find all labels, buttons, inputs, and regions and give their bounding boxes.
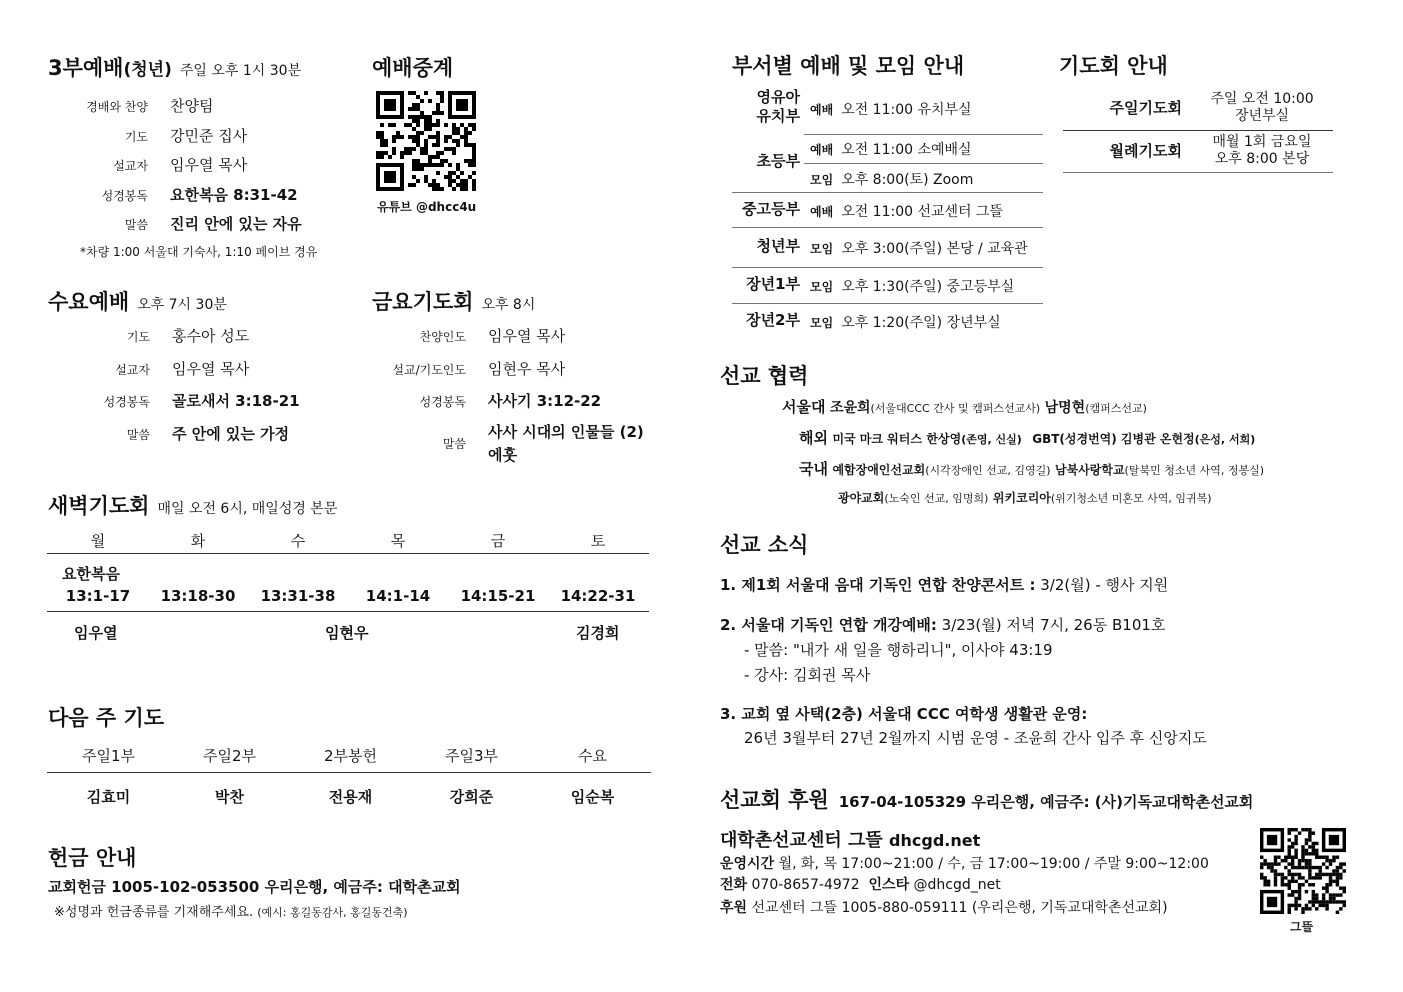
schedule-text: 오전 11:00 선교센터 그뜰 [841, 204, 1004, 220]
row-label: 경배와 찬양 [86, 100, 148, 114]
row-label: 설교/기도인도 [392, 362, 466, 377]
schedule-tag: 모임 [810, 316, 834, 330]
next-prayer-name: 강희준 [449, 788, 494, 806]
dawn-time: 매일 오전 6시, 매일성경 본문 [157, 501, 338, 517]
row-label: 성경봉독 [419, 395, 466, 409]
dept-jang2: 장년2부 [746, 311, 800, 329]
dawn-title-text: 새벽기도회 [48, 494, 150, 518]
row-value: 임우열 목사 [172, 359, 250, 378]
row-label: 말씀 [126, 427, 150, 442]
dawn-days-row [48, 530, 648, 551]
mission-news-3: 3. 교회 옆 사택(2층) 서울대 CCC 여학생 생활관 운영: [720, 705, 1088, 723]
dawn-passage: 14:1-14 [365, 587, 431, 605]
center-title [720, 826, 980, 852]
prayer-monthly-line2: 오후 8:00 본당 [1214, 151, 1310, 167]
row-label: 설교자 [113, 159, 148, 173]
center-label: 인스타 [868, 877, 910, 893]
mission-coop-abroad [799, 427, 1255, 448]
missionary-desc: (은성, 서희) [1194, 433, 1256, 446]
dawn-book: 요한복음 [62, 565, 120, 583]
next-prayer-header: 주일3부 [444, 747, 498, 765]
prayer-sunday-line1: 주일 오전 10:00 [1210, 91, 1314, 107]
friday-time: 오후 8시 [481, 297, 536, 313]
mission-news-2 [720, 614, 1165, 635]
dawn-day: 월 [90, 532, 106, 550]
missionary-name: 위키코리아 [992, 491, 1051, 505]
schedule-text: 오전 11:00 유치부실 [841, 102, 972, 118]
dawn-day: 토 [590, 532, 606, 550]
dawn-passage: 13:18-30 [160, 587, 236, 605]
divider [47, 553, 649, 554]
missionary-name: GBT(성경번역) 김병관 온현정 [1032, 432, 1195, 446]
row-label: 기도 [124, 129, 148, 144]
center-text: 070-8657-4972 [751, 877, 860, 893]
divider [47, 772, 651, 773]
row-value: 주 안에 있는 가정 [172, 424, 290, 443]
news-text: 3/23(월) 저녁 7시, 26동 B101호 [936, 616, 1166, 634]
qr-code-icon [376, 91, 476, 191]
missionary-desc: 미국 마크 워터스 [832, 432, 922, 446]
dawn-day: 화 [190, 532, 206, 550]
worship3-time: 주일 오후 1시 30분 [179, 63, 302, 79]
divider [1063, 172, 1333, 173]
missionary-name: 남북사랑학교 [1054, 463, 1125, 477]
dept-chodeung: 초등부 [756, 152, 800, 170]
dawn-title [48, 490, 337, 520]
prayer-sunday-info [1194, 91, 1330, 125]
row-value: 임우열 목사 [488, 327, 566, 345]
dept-cheong-schedule [810, 238, 1028, 258]
dawn-passage: 13:1-17 [65, 587, 131, 605]
offering-note-text: ※성명과 헌금종류를 기재해주세요. [54, 905, 254, 920]
dept-chodeung-schedule-2 [810, 169, 973, 189]
offering-example: (예시: 홍길동감사, 홍길동건축) [257, 906, 408, 919]
divider [804, 163, 1043, 164]
schedule-tag: 예배 [810, 103, 834, 117]
prayer-sunday-line2: 장년부실 [1234, 108, 1290, 124]
mission-coop-seoul [782, 396, 1147, 417]
mission-coop-domestic [799, 458, 1264, 479]
dawn-day: 목 [390, 532, 406, 550]
missionary-desc: (위기청소년 미혼모 사역, 임귀복) [1050, 492, 1212, 505]
divider [732, 303, 1043, 304]
row-value: 임현우 목사 [488, 359, 566, 378]
next-prayer-name: 임순복 [570, 788, 615, 806]
friday-sermon-label: 말씀 [442, 437, 466, 451]
mission-news-2-sub2: - 강사: 김회권 목사 [744, 666, 871, 684]
dawn-passage: 14:15-21 [460, 587, 536, 605]
dept-chodeung-schedule-1 [810, 139, 972, 159]
next-prayer-name: 전용재 [328, 788, 373, 806]
news-text: 3/2(월) - 행사 지원 [1035, 576, 1169, 594]
dawn-day: 수 [290, 532, 306, 550]
mission-coop-title: 선교 협력 [720, 364, 809, 388]
missionary-desc: (시각장애인 선교, 김영길) [925, 464, 1051, 477]
row-value: 요한복음 8:31-42 [170, 185, 298, 204]
departments-title: 부서별 예배 및 모임 안내 [732, 54, 965, 78]
mission-news-3-sub1: 26년 3월부터 27년 2월까지 시범 운영 - 조윤희 간사 입주 후 신앙지도 [744, 729, 1207, 747]
missionary-desc: (서울대CCC 간사 및 캠퍼스선교사) [870, 402, 1041, 415]
center-label: 전화 [720, 877, 748, 893]
mission-news-title: 선교 소식 [720, 533, 809, 557]
news-heading: 1. 제1회 서울대 음대 기독인 연합 찬양콘서트 : [720, 576, 1036, 594]
mission-coop-extra [838, 489, 1212, 506]
center-contacts [720, 874, 1001, 894]
schedule-text: 오전 11:00 소예배실 [841, 142, 972, 158]
offering-account: 교회헌금 1005-102-053500 우리은행, 예금주: 대학촌교회 [48, 878, 461, 896]
mission-coop-label: 해외 [799, 429, 828, 447]
missionary-desc: (캠퍼스선교) [1085, 402, 1147, 415]
next-prayer-names [48, 786, 653, 807]
prayer-monthly-info [1194, 134, 1330, 168]
dept-youngyua [732, 88, 800, 126]
dept-jang2-schedule [810, 312, 1001, 332]
next-prayer-header: 주일1부 [81, 747, 135, 765]
row-label: 기도 [126, 330, 150, 344]
qr-code-icon [1260, 828, 1346, 914]
dept-name: 영유아 [756, 88, 800, 106]
divider [732, 267, 1043, 268]
broadcast-caption: 유튜브 @dhcc4u [377, 200, 477, 214]
dept-junggo-schedule [810, 201, 1003, 221]
schedule-tag: 모임 [810, 280, 834, 294]
next-prayer-title: 다음 주 기도 [48, 706, 165, 730]
support-title-text: 선교회 후원 [720, 788, 829, 812]
row-value: 홍수아 성도 [172, 327, 250, 345]
schedule-text: 오후 1:30(주일) 중고등부실 [841, 279, 1015, 295]
schedule-tag: 예배 [810, 143, 834, 157]
schedule-text: 오후 1:20(주일) 장년부실 [841, 315, 1001, 331]
missionary-name: 조윤희 [829, 400, 871, 416]
friday-title-text: 금요기도회 [372, 290, 474, 314]
schedule-tag: 모임 [810, 173, 834, 187]
prayer-monthly-line1: 매월 1회 금요일 [1212, 134, 1312, 150]
next-prayer-name: 김효미 [86, 788, 131, 806]
divider [732, 227, 1043, 228]
wednesday-title [48, 286, 227, 316]
offering-title: 헌금 안내 [48, 846, 137, 870]
mission-news-1 [720, 574, 1168, 595]
friday-sermon-line1: 사사 시대의 인물들 (2) [488, 423, 644, 441]
dept-name: 유치부 [756, 107, 800, 125]
dawn-passage: 13:31-38 [260, 587, 336, 605]
wednesday-title-text: 수요예배 [48, 290, 130, 314]
next-prayer-headers [48, 745, 653, 766]
row-label: 찬양인도 [419, 330, 466, 344]
center-name: 대학촌선교센터 그뜰 [720, 830, 883, 851]
worship3-title-text: 3부예배 [48, 56, 124, 80]
news-heading: 2. 서울대 기독인 연합 개강예배: [720, 616, 937, 634]
prayer-monthly-name: 월례기도회 [1109, 142, 1182, 160]
mission-news-2-sub1: - 말씀: "내가 새 일을 행하리니", 이사야 43:19 [744, 641, 1053, 659]
schedule-text: 오후 3:00(주일) 본당 / 교육관 [841, 241, 1028, 257]
row-label: 설교자 [115, 362, 150, 377]
dawn-leader-1: 임우열 [74, 624, 118, 642]
next-prayer-name: 박찬 [215, 788, 244, 806]
divider [47, 611, 649, 612]
next-prayer-header: 2부봉헌 [323, 747, 377, 765]
dawn-passage: 14:22-31 [560, 587, 636, 605]
center-label: 후원 [720, 900, 748, 916]
center-site: dhcgd.net [889, 831, 981, 850]
center-text: 월, 화, 목 17:00~21:00 / 수, 금 17:00~19:00 / 주말 9:00~12:00 [778, 856, 1209, 872]
dept-jang1-schedule [810, 276, 1014, 296]
center-qr-caption: 그뜰 [1290, 920, 1314, 934]
row-value: 골로새서 3:18-21 [172, 392, 300, 410]
support-account: 167-04-105329 우리은행, 예금주: (사)기독교대학촌선교회 [838, 793, 1254, 811]
dept-cheong: 청년부 [756, 237, 800, 255]
row-value: 사사기 3:12-22 [488, 392, 602, 410]
divider [1063, 130, 1333, 131]
missionary-desc: (탈북민 청소년 사역, 정봉실) [1124, 464, 1265, 477]
center-text: @dhcgd_net [913, 877, 1001, 893]
schedule-tag: 모임 [810, 242, 834, 256]
missionary-desc: (노숙인 선교, 임명희) [884, 492, 989, 505]
wednesday-time: 오후 7시 30분 [137, 297, 227, 313]
prayer-sunday-name: 주일기도회 [1109, 99, 1182, 117]
row-label: 성경봉독 [101, 188, 148, 203]
friday-sermon-line2: 에훗 [488, 446, 517, 464]
center-hours [720, 853, 1209, 873]
row-label: 성경봉독 [103, 395, 150, 409]
center-text: 선교센터 그뜰 1005-880-059111 (우리은행, 기독교대학촌선교회) [751, 900, 1168, 916]
missionary-name: 한상영 [926, 432, 962, 446]
divider [732, 192, 1043, 193]
dawn-leader-2: 임현우 [325, 624, 369, 642]
prayer-meetings-title: 기도회 안내 [1059, 54, 1168, 78]
worship3-title-suffix: (청년) [123, 60, 172, 80]
missionary-name: 예함장애인선교회 [832, 463, 926, 477]
worship3-title [48, 52, 301, 82]
schedule-tag: 예배 [810, 205, 834, 219]
next-prayer-header: 수요 [578, 747, 607, 765]
row-value: 강민준 집사 [170, 126, 248, 145]
center-label: 운영시간 [720, 856, 775, 872]
dept-jang1: 장년1부 [746, 275, 800, 293]
support-title [720, 784, 1253, 814]
broadcast-title: 예배중계 [372, 56, 454, 80]
row-value: 진리 안에 있는 자유 [170, 215, 302, 233]
next-prayer-header: 주일2부 [202, 747, 256, 765]
worship3-note: *차량 1:00 서울대 기숙사, 1:10 페이브 경유 [80, 245, 318, 259]
row-value: 찬양팀 [170, 97, 214, 115]
center-support [720, 897, 1168, 917]
dawn-leader-3: 김경희 [576, 624, 620, 642]
schedule-text: 오후 8:00(토) Zoom [841, 172, 974, 188]
mission-coop-label: 서울대 [782, 398, 826, 416]
dept-junggo: 중고등부 [742, 200, 800, 218]
missionary-name: 남명현 [1044, 400, 1086, 416]
missionary-desc: (존영, 신실) [961, 433, 1022, 446]
friday-title [372, 286, 535, 316]
dawn-day: 금 [490, 532, 506, 550]
dept-youngyua-schedule [810, 99, 972, 119]
row-label: 말씀 [124, 218, 148, 232]
dawn-passages-row [48, 587, 648, 605]
mission-coop-label: 국내 [799, 460, 828, 478]
divider [804, 134, 1043, 135]
row-value: 임우열 목사 [170, 156, 248, 174]
missionary-name: 광야교회 [838, 491, 885, 505]
offering-note [54, 901, 408, 920]
